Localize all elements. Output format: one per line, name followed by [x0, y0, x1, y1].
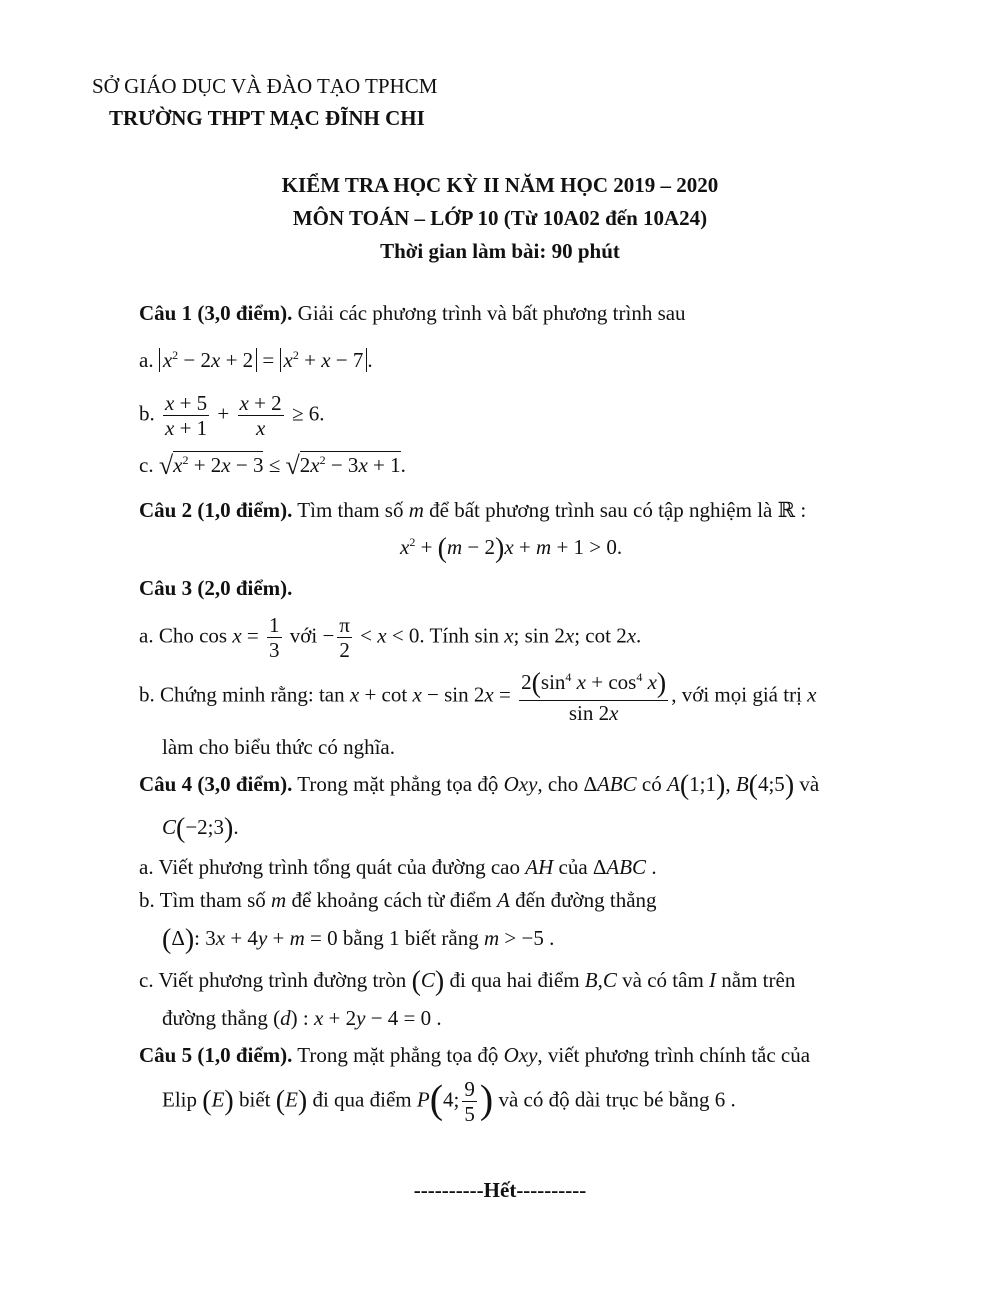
question-4b: b. Tìm tham số m để khoảng cách từ điểm A đến đường thẳng [139, 888, 657, 912]
question-5: Câu 5 (1,0 điểm). Trong mặt phẳng tọa độ Oxy, viết phương trình chính tắc của [139, 1043, 811, 1067]
question-2: Câu 2 (1,0 điểm). Tìm tham số m để bất phương trình sau có tập nghiệm là ℝ : [139, 498, 807, 522]
question-4a: a. Viết phương trình tổng quát của đường cao AH của ΔABC . [139, 855, 657, 879]
question-4-label: Câu 4 (3,0 điểm). [139, 772, 293, 796]
question-3b: b. Chứng minh rằng: tan x + cot x − sin 2x = $\frac{2(\sin^4 x + \cos^4 x)}{\sin 2x}$ , với mọi giá trị x [139, 668, 817, 726]
question-4c-line: đường thẳng (d) : x + 2y − 4 = 0 . [162, 1006, 442, 1030]
question-1c: c. $√x^2 + 2x - 3 \le √2x^2 - 3x + 1$. [139, 451, 406, 480]
end-marker: ----------Hết---------- [413, 1178, 587, 1202]
question-1-label: Câu 1 (3,0 điểm). [139, 301, 293, 325]
question-1-text: Giải các phương trình và bất phương trình sau [292, 301, 686, 325]
question-3-label: Câu 3 (2,0 điểm). [139, 576, 293, 600]
question-3b-continuation: làm cho biểu thức có nghĩa. [162, 735, 395, 759]
school-name: TRƯỜNG THPT MẠC ĐĨNH CHI [109, 106, 425, 130]
question-2-inequality: $x^2 + (m - 2)x + m + 1 > 0$. [400, 533, 623, 564]
question-3a: a. Cho cos x = $\frac{1}{3}$ với − $\frac{\pi}{2}$ < x < 0. Tính sin x; sin 2x; cot 2x. [139, 613, 642, 663]
question-4c: c. Viết phương trình đường tròn (C) đi qua hai điểm B,C và có tâm I nằm trên [139, 966, 796, 997]
question-1a: a. $x^2 - 2x + 2 = x^2 + x - 7$ . [139, 348, 373, 372]
question-5-label: Câu 5 (1,0 điểm). [139, 1043, 293, 1067]
question-1b: b. $\frac{x + 5}{x + 1}$ + $\frac{x + 2}{x}$ ≥ 6. [139, 391, 325, 441]
question-4-point-c: C(−2;3). [162, 813, 239, 844]
question-1 [139, 303, 686, 324]
department-name: SỞ GIÁO DỤC VÀ ĐÀO TẠO TPHCM [92, 74, 438, 98]
question-5-line: Elip (E) biết (E) đi qua điểm P(4; $\frac{9}{5}$ ) và có độ dài trục bé bằng 6 . [162, 1076, 736, 1127]
exam-time: Thời gian làm bài: 90 phút [380, 239, 620, 263]
question-2-label: Câu 2 (1,0 điểm). [139, 498, 293, 522]
exam-subject: MÔN TOÁN – LỚP 10 (Từ 10A02 đến 10A24) [292, 206, 708, 230]
question-4b-line: (Δ): 3x + 4y + m = 0 bằng 1 biết rằng m > −5 . [162, 924, 555, 955]
question-4: Câu 4 (3,0 điểm). Trong mặt phẳng tọa độ Oxy, cho ΔABC có A(1;1), B(4;5) và [139, 770, 820, 801]
exam-title: KIỂM TRA HỌC KỲ II NĂM HỌC 2019 – 2020 [281, 173, 719, 197]
